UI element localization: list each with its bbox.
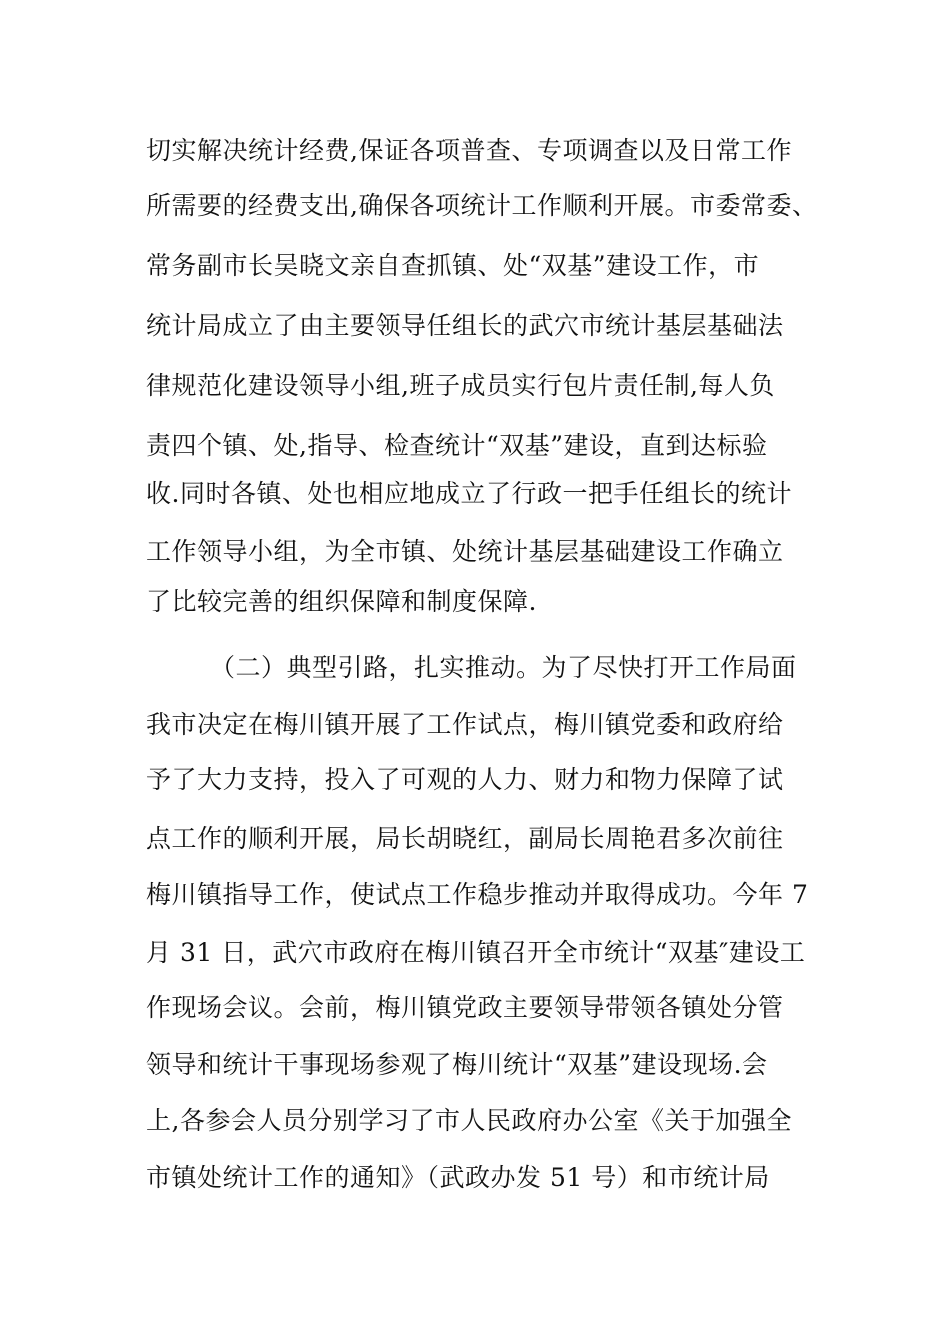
text-line: 常务副市长吴晓文亲自查抓镇、处“双基”建设工作，市 bbox=[146, 251, 760, 280]
text-line: 了比较完善的组织保障和制度保障. bbox=[146, 587, 537, 616]
text-line: 梅川镇指导工作，使试点工作稳步推动并取得成功。今年 7 bbox=[146, 880, 809, 909]
text-line: 予了大力支持，投入了可观的人力、财力和物力保障了试 bbox=[146, 765, 784, 794]
text-line: 市镇处统计工作的通知》（武政办发 51 号）和市统计局 bbox=[146, 1163, 770, 1192]
text-line: 上,各参会人员分别学习了市人民政府办公室《关于加强全 bbox=[146, 1106, 792, 1135]
text-line: 点工作的顺利开展，局长胡晓红，副局长周艳君多次前往 bbox=[146, 824, 784, 853]
text-line: 工作领导小组，为全市镇、处统计基层基础建设工作确立 bbox=[146, 537, 784, 566]
text-line: 所需要的经费支出,确保各项统计工作顺利开展。市委常委、 bbox=[146, 191, 818, 220]
text-line: 统计局成立了由主要领导任组长的武穴市统计基层基础法 bbox=[146, 311, 784, 340]
text-line: 切实解决统计经费,保证各项普查、专项调查以及日常工作 bbox=[146, 136, 792, 165]
text-line: 收.同时各镇、处也相应地成立了行政一把手任组长的统计 bbox=[146, 479, 792, 508]
text-line: 月 31 日，武穴市政府在梅川镇召开全市统计“双基″建设工 bbox=[146, 938, 806, 967]
text-line: （二）典型引路，扎实推动。为了尽快打开工作局面 bbox=[210, 653, 797, 682]
text-line: 作现场会议。会前，梅川镇党政主要领导带领各镇处分管 bbox=[146, 993, 784, 1022]
text-line: 领导和统计干事现场参观了梅川统计“双基”建设现场.会 bbox=[146, 1050, 768, 1079]
text-line: 律规范化建设领导小组,班子成员实行包片责任制,每人负 bbox=[146, 371, 775, 400]
text-line: 责四个镇、处,指导、检查统计“双基”建设，直到达标验 bbox=[146, 431, 768, 460]
text-line: 我市决定在梅川镇开展了工作试点，梅川镇党委和政府给 bbox=[146, 710, 784, 739]
